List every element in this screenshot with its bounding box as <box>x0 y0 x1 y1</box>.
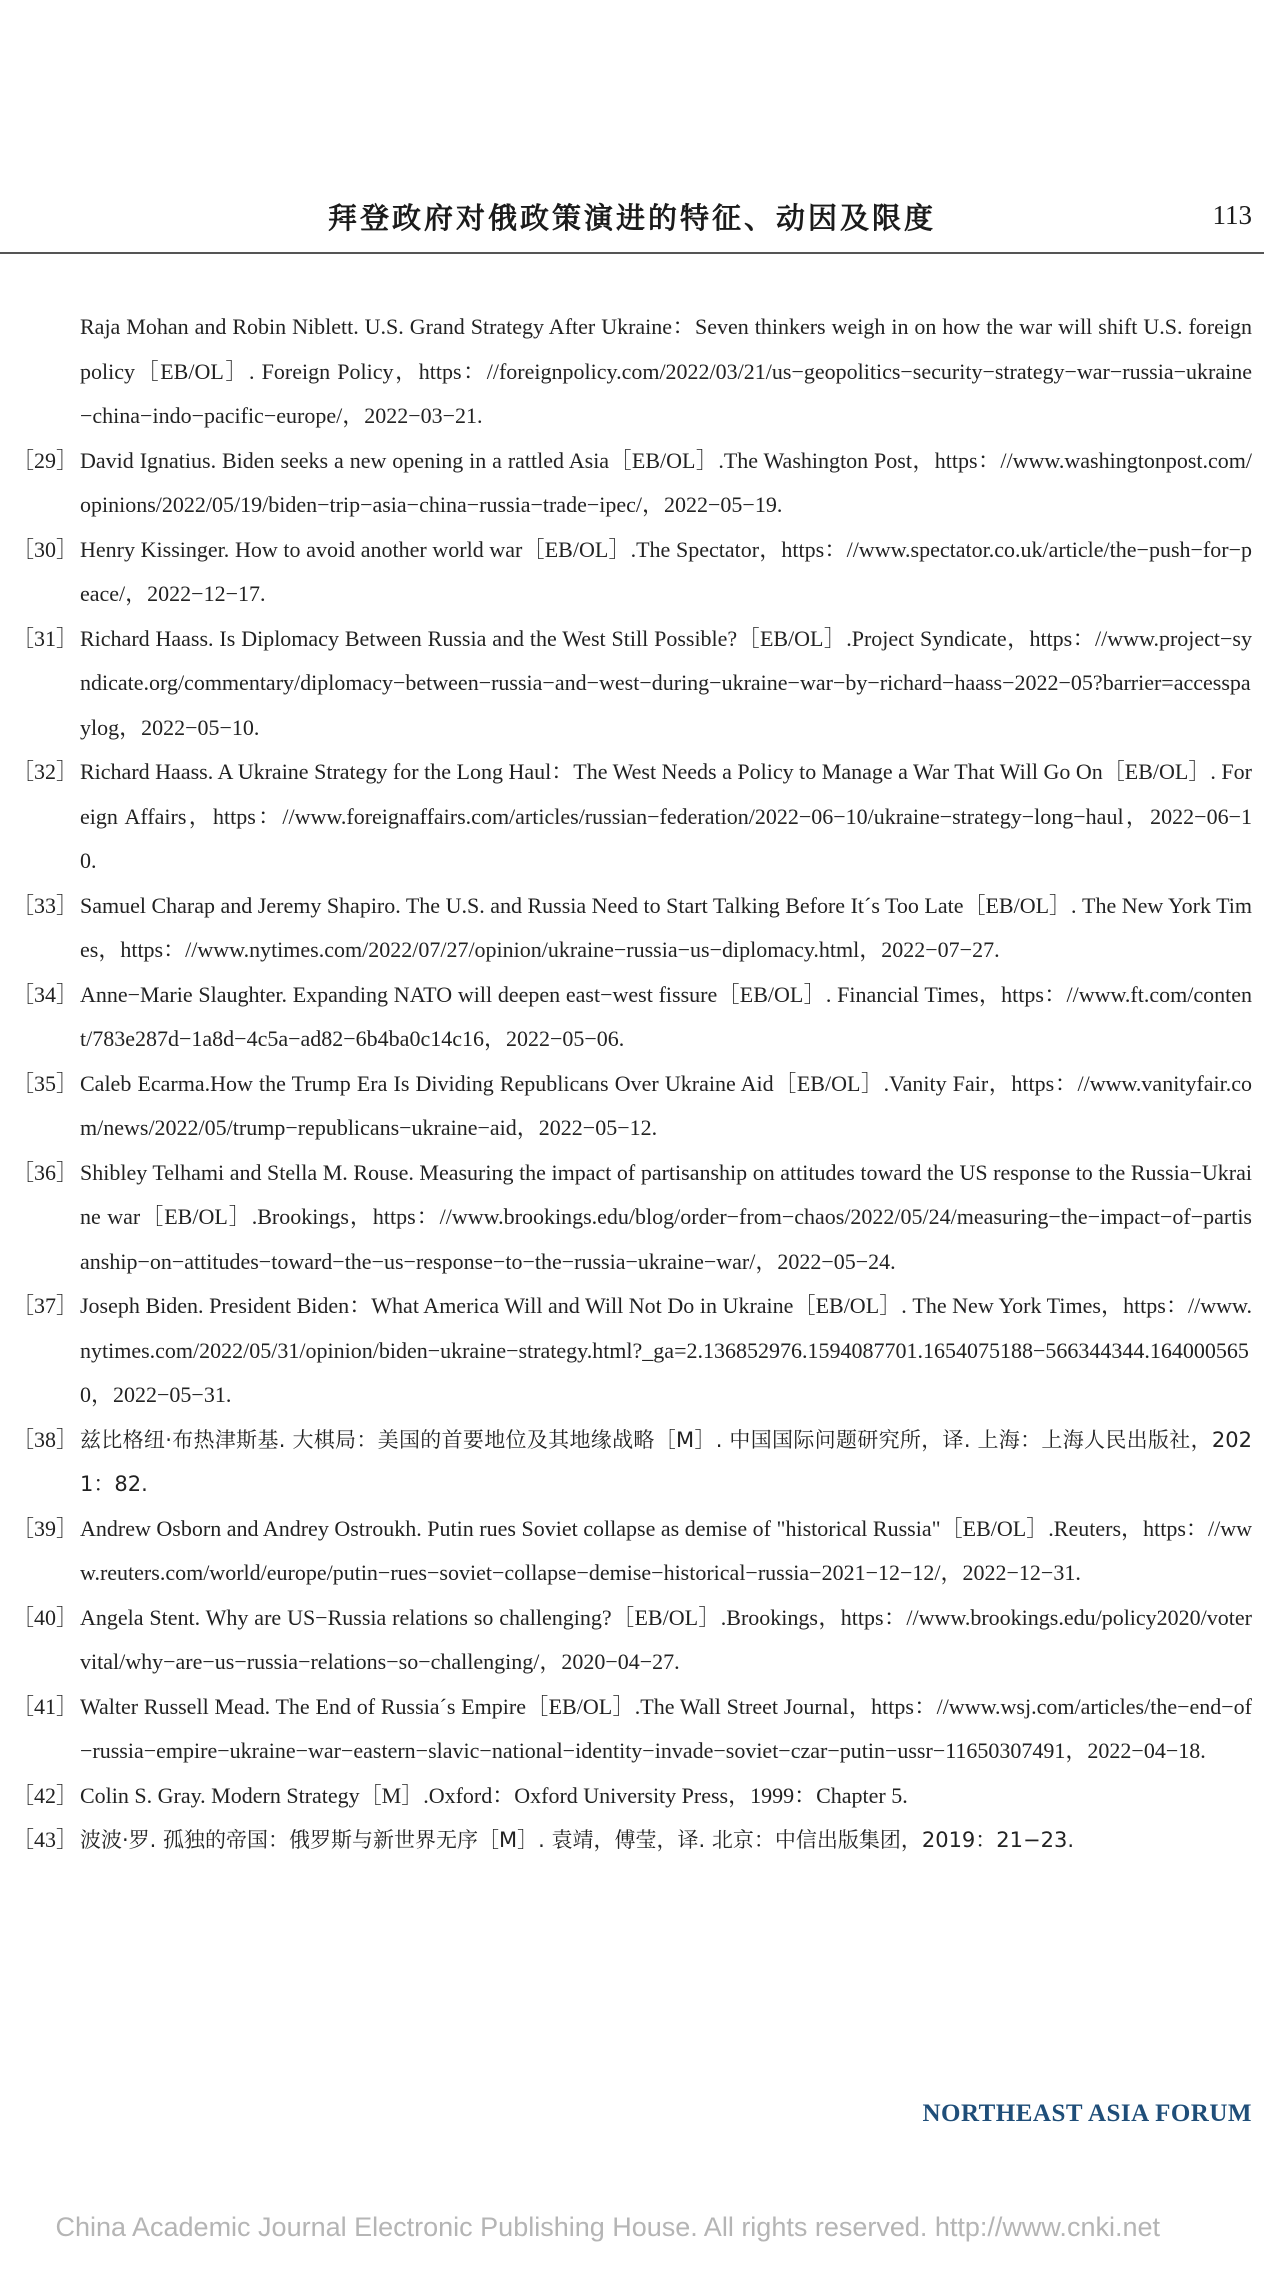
reference-item <box>0 973 1264 1062</box>
reference-item <box>0 750 1264 884</box>
reference-number: ［39］ <box>12 1515 79 1541</box>
reference-number: ［38］ <box>12 1426 79 1452</box>
reference-item <box>0 1507 1264 1596</box>
reference-number: ［37］ <box>12 1293 79 1318</box>
reference-text: Shibley Telhami and Stella M. Rouse. Measuring the impact of partisanship on attitudes toward the US response to the Russia−Ukraine war［EB/OL］.Brookings，https：//www.brookings.edu/blog/order−from−chaos/2022/05/24/measuring−the−impact−of−partisanship−on−attitudes−toward−the−us−response−to−the−russia−ukraine−war/，2022−05−24. <box>80 1159 1252 1274</box>
reference-number: ［41］ <box>12 1693 79 1719</box>
reference-text: David Ignatius. Biden seeks a new opening in a rattled Asia［EB/OL］.The Washington Post，https：//www.washingtonpost.com/opinions/2022/05/19/biden−trip−asia−china−russia−trade−ipec/，2022−05−19. <box>80 447 1252 517</box>
reference-text: Angela Stent. Why are US−Russia relations so challenging?［EB/OL］.Brookings，https：//www.brookings.edu/policy2020/votervital/why−are−us−russia−relations−so−challenging/，2020−04−27. <box>80 1604 1252 1674</box>
reference-number: ［32］ <box>12 759 79 784</box>
reference-number: ［31］ <box>12 625 79 651</box>
reference-number: ［34］ <box>12 981 79 1007</box>
header-rule <box>0 252 1264 254</box>
journal-brand: NORTHEAST ASIA FORUM <box>922 2100 1252 2127</box>
reference-item <box>0 1418 1264 1507</box>
reference-number: ［35］ <box>12 1070 79 1096</box>
reference-text: Andrew Osborn and Andrey Ostroukh. Putin rues Soviet collapse as demise of "historical Russia"［EB/OL］.Reuters，https：//www.reuters.com/world/europe/putin−rues−soviet−collapse−demise−historical−russia−2021−12−12/，2022−12−31. <box>80 1515 1252 1585</box>
reference-item <box>0 617 1264 751</box>
reference-number: ［29］ <box>12 447 79 473</box>
reference-item <box>0 1062 1264 1151</box>
running-title: 拜登政府对俄政策演进的特征、动因及限度 <box>327 201 936 235</box>
reference-list <box>0 305 1264 1863</box>
reference-number: ［42］ <box>12 1782 79 1808</box>
reference-number: ［43］ <box>12 1827 79 1852</box>
reference-text: Richard Haass. Is Diplomacy Between Russia and the West Still Possible?［EB/OL］.Project Syndicate，https：//www.project−syndicate.org/commentary/diplomacy−between−russia−and−west−during−ukraine−war−by−richard−haass−2022−05?barrier=accesspaylog，2022−05−10. <box>80 625 1252 740</box>
reference-number: ［33］ <box>12 892 79 918</box>
reference-item <box>0 528 1264 617</box>
reference-number: ［36］ <box>12 1159 79 1185</box>
reference-text: Caleb Ecarma.How the Trump Era Is Dividing Republicans Over Ukraine Aid［EB/OL］.Vanity Fair，https：//www.vanityfair.com/news/2022/05/trump−republicans−ukraine−aid，2022−05−12. <box>80 1070 1252 1140</box>
reference-item <box>0 1818 1264 1863</box>
reference-text: Joseph Biden. President Biden：What America Will and Will Not Do in Ukraine［EB/OL］. The New York Times，https：//www.nytimes.com/2022/05/31/opinion/biden−ukraine−strategy.html?_ga=2.136852976.1594087701.1654075188−566344344.1640005650，2022−05−31. <box>80 1293 1252 1407</box>
reference-item <box>0 884 1264 973</box>
reference-item <box>0 1685 1264 1774</box>
page-number: 113 <box>1212 200 1252 230</box>
reference-text: Anne−Marie Slaughter. Expanding NATO will deepen east−west fissure［EB/OL］. Financial Times，https：//www.ft.com/content/783e287d−1a8d−4c5a−ad82−6b4ba0c14c16，2022−05−06. <box>80 981 1252 1051</box>
reference-text: Colin S. Gray. Modern Strategy［M］.Oxford：Oxford University Press，1999：Chapter 5. <box>80 1782 908 1808</box>
reference-number: ［40］ <box>12 1604 79 1630</box>
reference-item <box>0 1284 1264 1418</box>
reference-item <box>0 1774 1264 1819</box>
reference-text: 兹比格纽·布热津斯基. 大棋局：美国的首要地位及其地缘战略［M］. 中国国际问题研究所，译. 上海：上海人民出版社，2021：82. <box>80 1427 1252 1496</box>
reference-item <box>0 1151 1264 1285</box>
cnki-watermark: China Academic Journal Electronic Publishing House. All rights reserved. http://www.cnki.net <box>55 2212 1160 2242</box>
reference-text: Henry Kissinger. How to avoid another world war［EB/OL］.The Spectator，https：//www.spectator.co.uk/article/the−push−for−peace/，2022−12−17. <box>80 536 1252 606</box>
reference-number: ［30］ <box>12 536 79 562</box>
reference-text: Richard Haass. A Ukraine Strategy for the Long Haul：The West Needs a Policy to Manage a War That Will Go On［EB/OL］. Foreign Affairs，https：//www.foreignaffairs.com/articles/russian−federation/2022−06−10/ukraine−strategy−long−haul，2022−06−10. <box>80 759 1252 873</box>
reference-text: 波波·罗. 孤独的帝国：俄罗斯与新世界无序［M］. 袁靖，傅莹，译. 北京：中信出版集团，2019：21−23. <box>80 1828 1074 1852</box>
reference-text: Walter Russell Mead. The End of Russia´s Empire［EB/OL］.The Wall Street Journal，https：//www.wsj.com/articles/the−end−of−russia−empire−ukraine−war−eastern−slavic−national−identity−invade−soviet−czar−putin−ussr−11650307491，2022−04−18. <box>80 1693 1252 1763</box>
reference-text: Raja Mohan and Robin Niblett. U.S. Grand Strategy After Ukraine：Seven thinkers weigh in on how the war will shift U.S. foreign policy［EB/OL］. Foreign Policy，https：//foreignpolicy.com/2022/03/21/us−geopolitics−security−strategy−war−russia−ukraine−china−indo−pacific−europe/，2022−03−21. <box>80 314 1252 428</box>
reference-text: Samuel Charap and Jeremy Shapiro. The U.S. and Russia Need to Start Talking Before It´s Too Late［EB/OL］. The New York Times，https：//www.nytimes.com/2022/07/27/opinion/ukraine−russia−us−diplomacy.html，2022−07−27. <box>80 892 1252 962</box>
reference-item <box>0 1596 1264 1685</box>
reference-continuation <box>0 305 1264 439</box>
reference-item <box>0 439 1264 528</box>
page-header <box>0 0 1264 256</box>
